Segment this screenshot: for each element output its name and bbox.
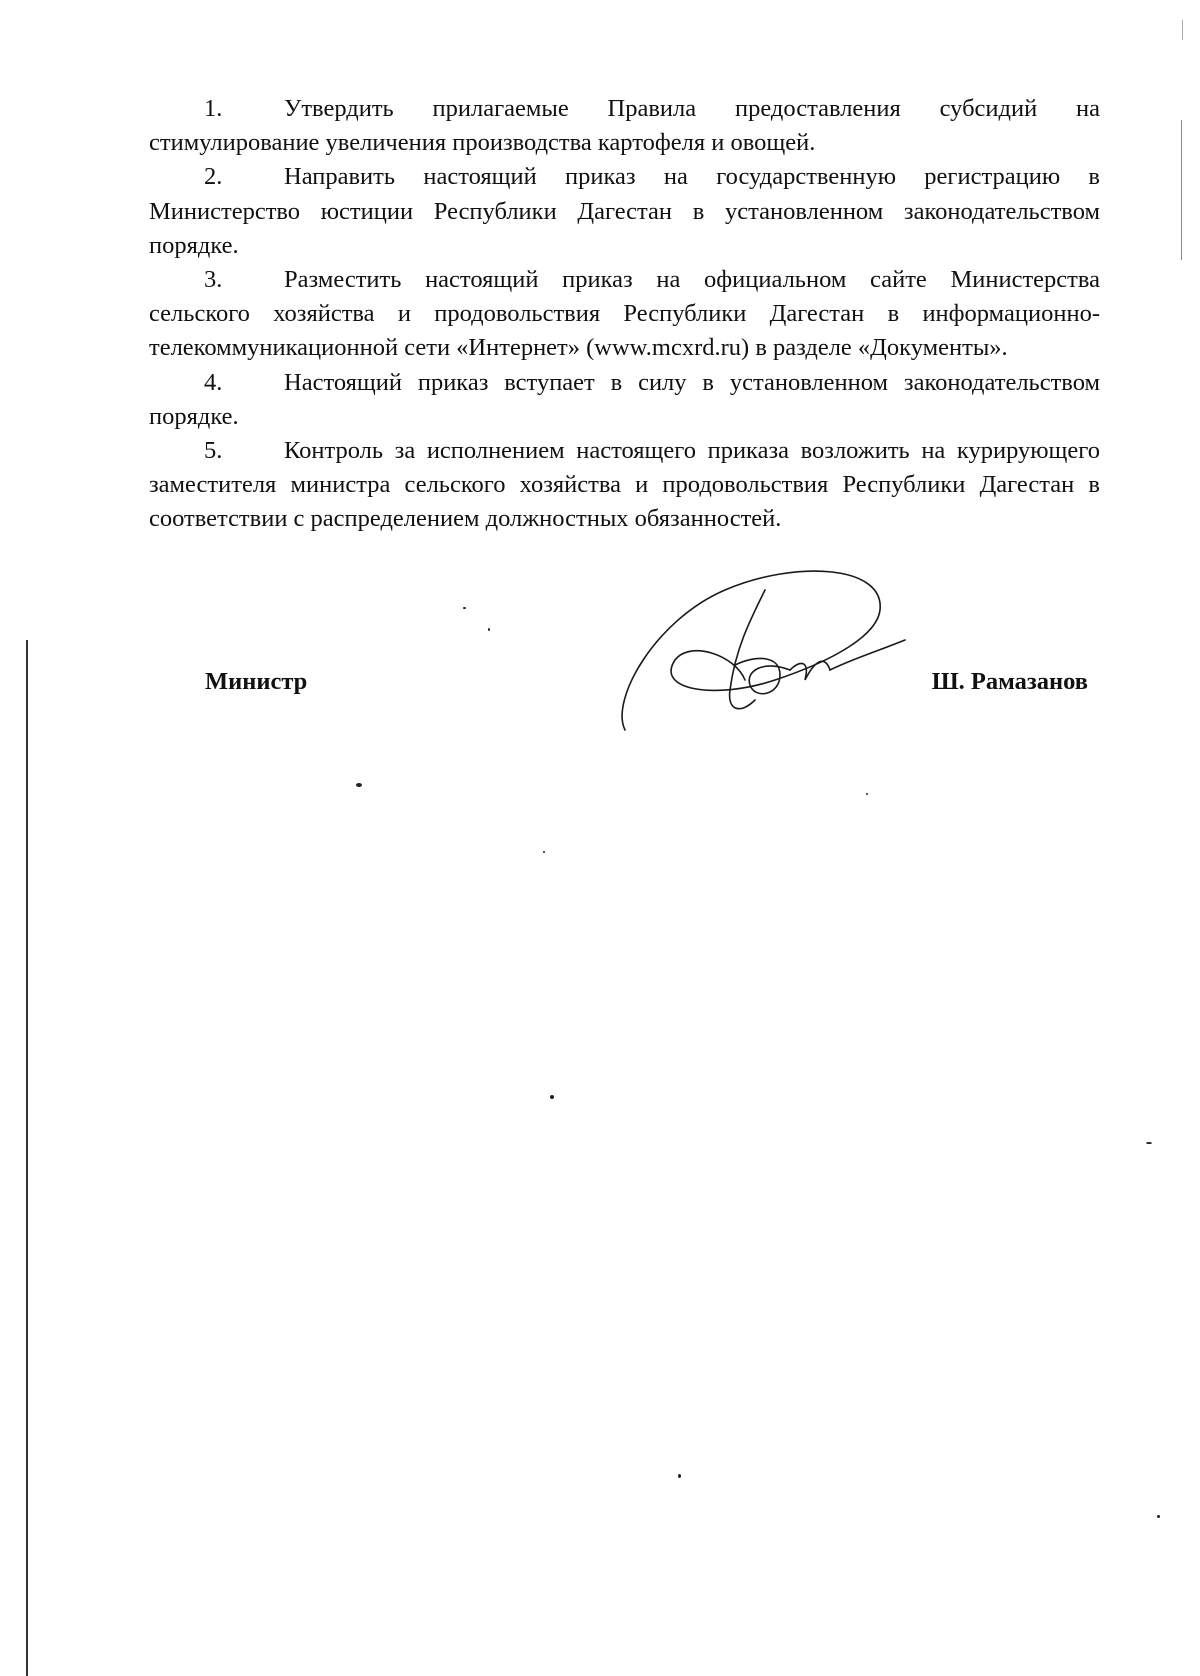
item-number: 4. <box>204 368 223 396</box>
scan-edge-line <box>1182 20 1183 40</box>
scan-speck <box>550 1095 554 1099</box>
scan-speck <box>488 628 490 631</box>
scan-speck <box>678 1474 681 1478</box>
document-body <box>149 92 1100 537</box>
scan-speck <box>356 783 362 787</box>
item-text: Утвердить прилагаемые Правила предоставления субсидий на стимулирование увеличения производства картофеля и овощей. <box>149 95 1100 157</box>
item-number: 3. <box>204 266 223 294</box>
scan-speck <box>463 607 466 609</box>
item-text: Контроль за исполнением настоящего приказа возложить на курирующего заместителя министра сельского хозяйства и продовольствия Республики Дагестан в соответствии с распределением должностных обязанностей. <box>149 437 1100 533</box>
item-text: Направить настоящий приказ на государственную регистрацию в Министерство юстиции Республики Дагестан в установленном законодательством порядке. <box>149 163 1100 259</box>
item-text: Настоящий приказ вступает в силу в установленном законодательством порядке. <box>149 368 1100 430</box>
signatory-name: Ш. Рамазанов <box>931 668 1088 695</box>
signatory-title: Министр <box>205 668 308 695</box>
scan-speck <box>1157 1515 1160 1518</box>
scan-edge-line <box>26 640 28 1676</box>
scan-edge-line <box>1181 120 1182 260</box>
scan-speck <box>1146 1142 1152 1144</box>
scan-speck <box>866 793 868 795</box>
scan-speck <box>543 851 545 853</box>
list-item <box>149 160 1100 263</box>
handwritten-signature <box>615 560 915 740</box>
item-number: 2. <box>204 163 223 191</box>
list-item <box>149 434 1100 537</box>
list-item <box>149 92 1100 160</box>
signature-block <box>0 668 1200 708</box>
list-item <box>149 366 1100 434</box>
item-text: Разместить настоящий приказ на официальном сайте Министерства сельского хозяйства и продовольствия Республики Дагестан в информационно-телекоммуникационной сети «Интернет» (www.mcxrd.ru) в разделе «Документы». <box>149 266 1100 362</box>
item-number: 5. <box>204 437 223 465</box>
list-item <box>149 263 1100 366</box>
item-number: 1. <box>204 95 223 122</box>
